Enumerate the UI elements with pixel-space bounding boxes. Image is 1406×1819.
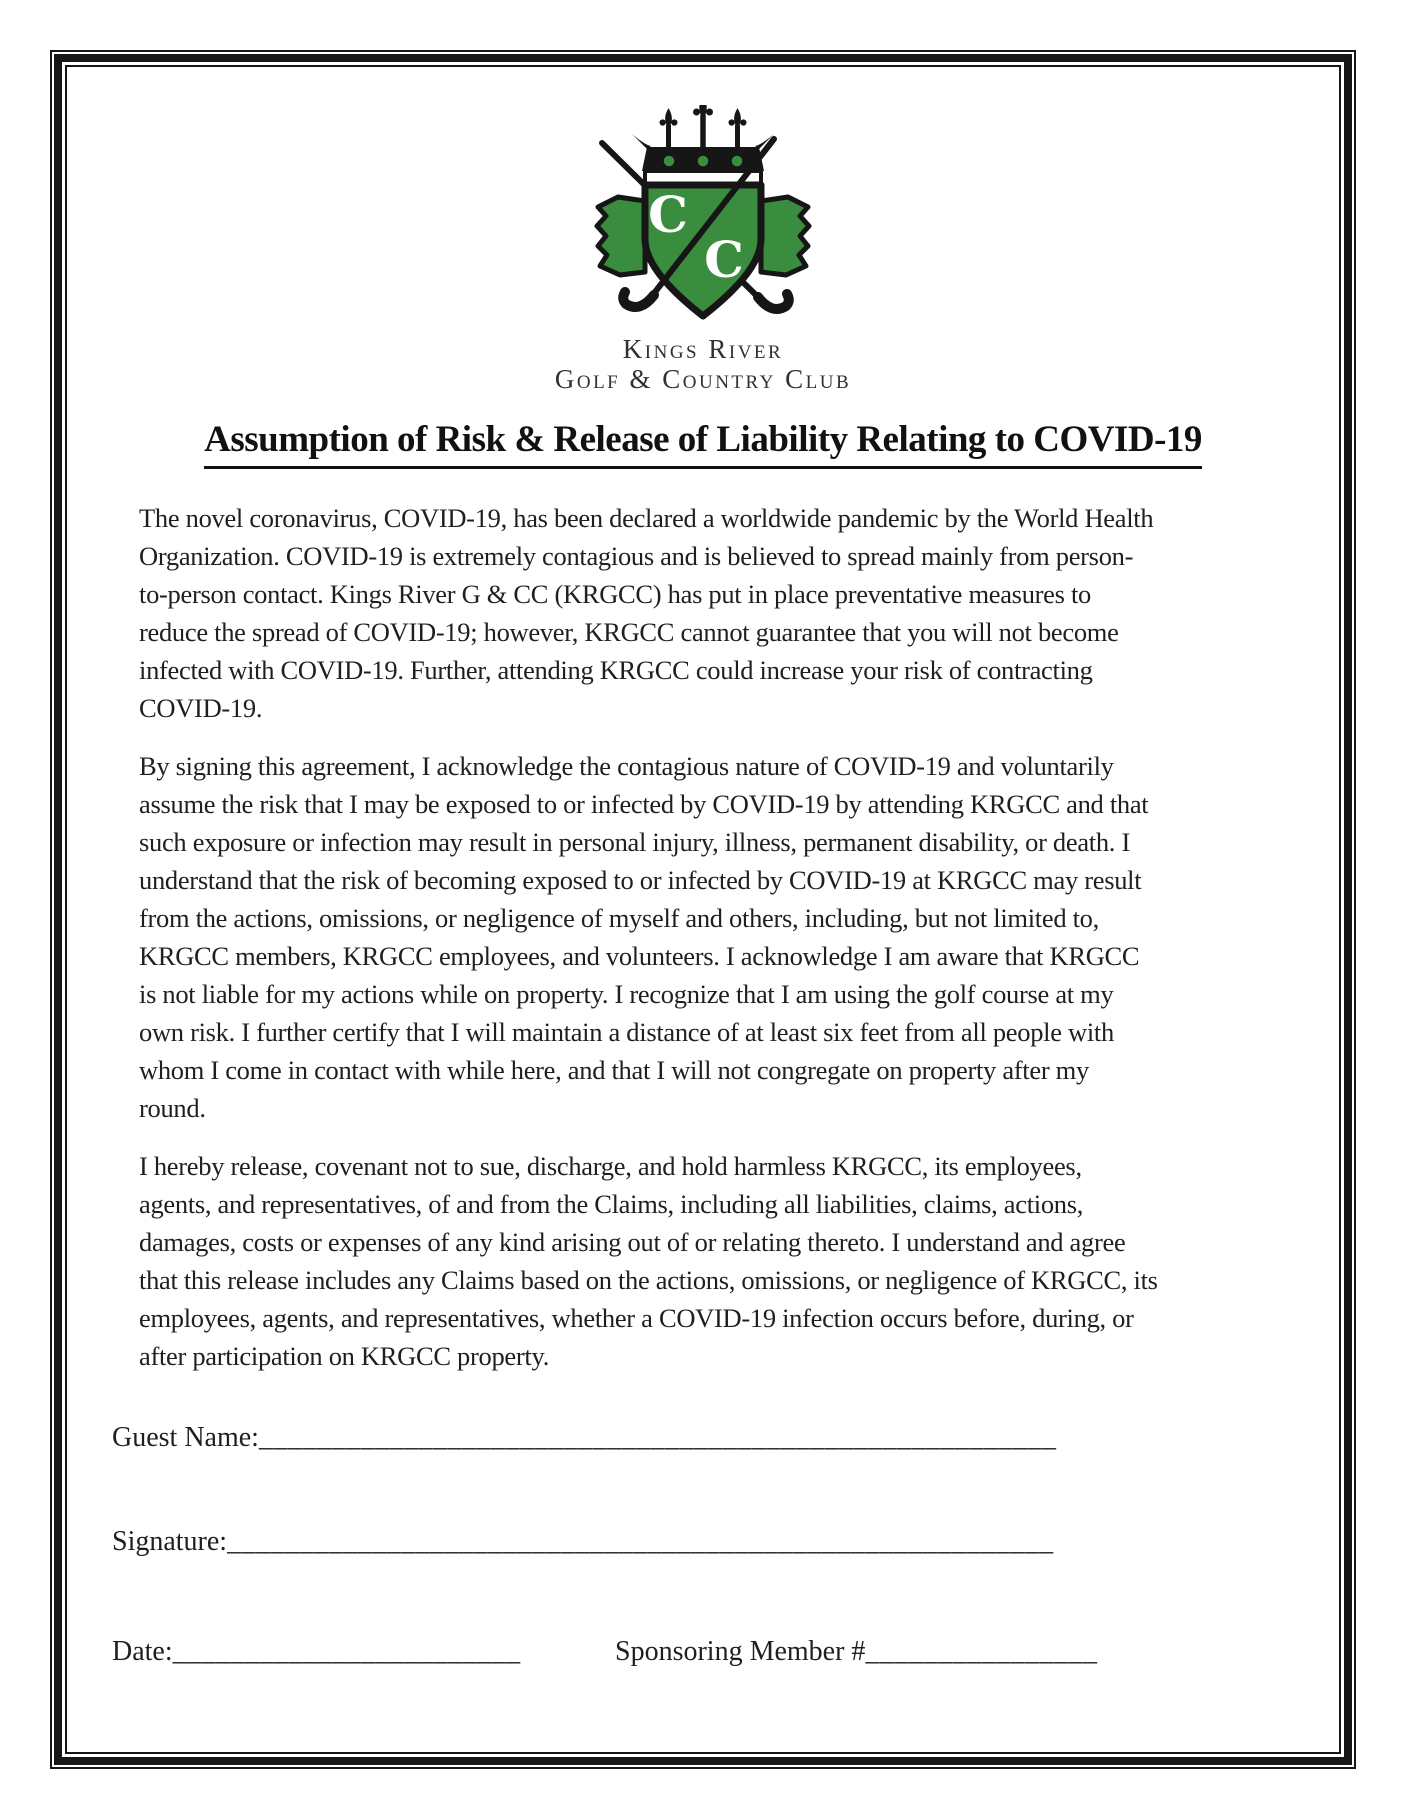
- inner-frame-border: [65, 65, 1341, 1754]
- club-name-line2: Golf & Country Club: [554, 364, 852, 394]
- sponsoring-member-blank-line: ________________: [865, 1636, 1098, 1667]
- club-name: [111, 334, 1295, 394]
- date-and-sponsor-row: [112, 1636, 1336, 1676]
- document-content: [67, 67, 1339, 1752]
- paragraph-assumption-of-risk: By signing this agreement, I acknowledge the contagious nature of COVID-19 and voluntarily assume the risk that I may be exposed to or infected by COVID-19 by attending KRGCC and that such exposure or infection may result in personal injury, illness, permanent disability, or death. I understand that the risk of becoming exposed to or infected by COVID-19 at KRGCC may result from the actions, omissions, or negligence of myself and others, including, but not limited to, KRGCC members, KRGCC employees, and volunteers. I acknowledge I am aware that KRGCC is not liable for my actions while on property. I recognize that I am using the golf course at my own risk. I further certify that I will maintain a distance of at least six feet from all people with whom I come in contact with while here, and that I will not congregate on property after my round.: [139, 751, 1149, 1123]
- outer-frame-border: [50, 50, 1356, 1769]
- document-title: [111, 416, 1295, 469]
- thick-frame-border: [54, 54, 1352, 1765]
- date-blank-line: ________________________: [172, 1636, 521, 1667]
- guest-name-row: [112, 1422, 1336, 1462]
- paragraph-release-of-liability: I hereby release, covenant not to sue, discharge, and hold harmless KRGCC, its employees, agents, and representatives, of and from the Claims, including all liabilities, claims, actions, damages, costs or expenses of any kind arising out of or relating thereto. I understand and agree that this release includes any Claims based on the actions, omissions, or negligence of KRGCC, its employees, agents, and representatives, whether a COVID-19 infection occurs before, during, or after participation on KRGCC property.: [139, 1151, 1158, 1371]
- monogram-letter: C: [648, 185, 688, 244]
- club-name-line1: Kings River: [622, 334, 784, 364]
- guest-name-label: Guest Name:: [112, 1422, 259, 1453]
- signature-row: [112, 1526, 1336, 1566]
- sponsoring-member-group: [615, 1636, 1097, 1668]
- paragraph-pandemic-notice: The novel coronavirus, COVID-19, has been declared a worldwide pandemic by the World Health Organization. COVID-19 is extremely contagious and is believed to spread mainly from person-to-person contact. Kings River G & CC (KRGCC) has put in place preventative measures to reduce the spread of COVID-19; however, KRGCC cannot guarantee that you will not become infected with COVID-19. Further, attending KRGCC could increase your risk of contracting COVID-19.: [139, 503, 1154, 723]
- date-label: Date:: [112, 1636, 173, 1667]
- document-body: [139, 499, 1159, 1375]
- club-crest-logo: [588, 105, 818, 330]
- document-title-text: Assumption of Risk & Release of Liability Relating to COVID-19: [204, 416, 1202, 469]
- signature-blank-line: _________________________________________________________: [227, 1526, 1054, 1557]
- guest-name-blank-line: _______________________________________________________: [258, 1422, 1057, 1453]
- date-group: [112, 1636, 521, 1667]
- signature-label: Signature:: [112, 1526, 228, 1557]
- sponsoring-member-label: Sponsoring Member #: [615, 1636, 866, 1667]
- crown-icon: [632, 105, 774, 184]
- club-logo: [111, 105, 1295, 394]
- monogram-letter: C: [704, 230, 744, 289]
